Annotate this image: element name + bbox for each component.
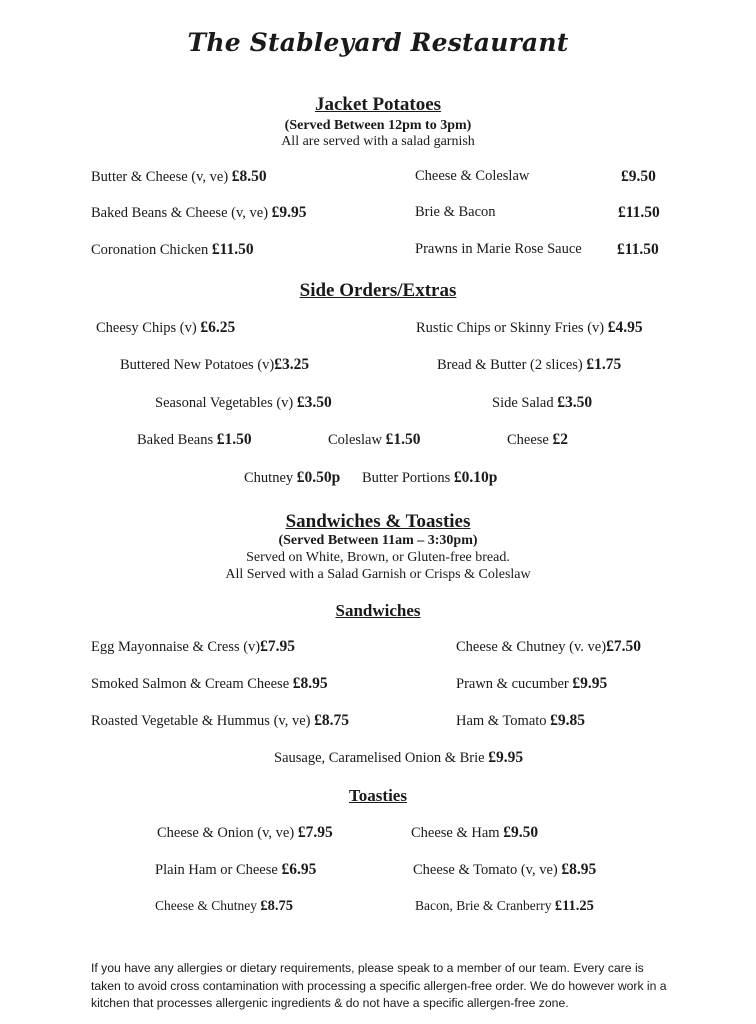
item-price: £1.50 — [216, 431, 252, 448]
item-name: Side Salad — [492, 395, 554, 411]
item-name: Rustic Chips or Skinny Fries (v) — [416, 320, 605, 336]
item-name: Cheese — [507, 432, 549, 448]
item-price: £8.50 — [231, 168, 267, 185]
item-name: Chutney — [244, 470, 294, 486]
item-name: Cheesy Chips (v) — [96, 320, 197, 336]
item-name: Seasonal Vegetables (v) — [155, 395, 294, 411]
item-price: £9.50 — [503, 824, 539, 841]
menu-item — [411, 824, 538, 842]
menu-item — [137, 431, 252, 449]
item-price: £0.10p — [453, 469, 498, 486]
sandwiches-heading: Sandwiches — [335, 601, 421, 620]
menu-item — [91, 241, 254, 259]
item-price: £7.95 — [297, 824, 333, 841]
item-price: £9.85 — [550, 712, 586, 729]
menu-item — [91, 638, 295, 656]
item-price: £8.95 — [561, 861, 597, 878]
restaurant-title: The Stableyard Restaurant — [187, 28, 569, 57]
menu-item — [157, 824, 333, 842]
menu-item — [244, 469, 340, 487]
item-name: Butter & Cheese (v, ve) — [91, 169, 229, 185]
item-name: Ham & Tomato — [456, 713, 547, 729]
sandwiches-served-times: (Served Between 11am – 3:30pm) — [278, 533, 478, 548]
item-name: Cheese & Onion (v, ve) — [157, 825, 295, 841]
item-name: Bacon, Brie & Cranberry — [415, 898, 552, 913]
item-name: Prawn & cucumber — [456, 676, 569, 692]
menu-item-price: £11.50 — [617, 241, 659, 258]
item-price: £6.95 — [281, 861, 317, 878]
menu-item-price: £9.50 — [621, 168, 656, 185]
item-price: £8.95 — [292, 675, 328, 692]
item-name: Coleslaw — [328, 432, 382, 448]
item-price: £2 — [552, 431, 568, 448]
menu-item — [96, 319, 235, 337]
item-name: Butter Portions — [362, 470, 451, 486]
jacket-potatoes-heading: Jacket Potatoes — [314, 94, 442, 115]
menu-item — [456, 675, 607, 693]
menu-item-name: Prawns in Marie Rose Sauce — [415, 241, 582, 257]
item-price: £3.25 — [274, 356, 310, 373]
item-name: Roasted Vegetable & Hummus (v, ve) — [91, 713, 311, 729]
item-price: £0.50p — [296, 469, 341, 486]
menu-item — [155, 898, 293, 915]
item-price: £3.50 — [557, 394, 593, 411]
item-price: £1.75 — [586, 356, 622, 373]
item-name: Smoked Salmon & Cream Cheese — [91, 676, 290, 692]
menu-item — [91, 168, 267, 186]
menu-item-name: Brie & Bacon — [415, 204, 496, 220]
item-name: Egg Mayonnaise & Cress (v) — [91, 639, 261, 655]
menu-item — [413, 861, 596, 879]
bread-options-note: Served on White, Brown, or Gluten-free bread. — [246, 550, 510, 565]
item-price: £11.25 — [554, 898, 594, 914]
item-price: £6.25 — [200, 319, 236, 336]
item-name: Cheese & Chutney (v. ve) — [456, 639, 607, 655]
item-price: £11.50 — [211, 241, 254, 258]
item-price: £7.50 — [606, 638, 641, 655]
item-price: £1.50 — [385, 431, 421, 448]
item-price: £3.50 — [296, 394, 332, 411]
menu-item — [91, 675, 328, 693]
menu-item — [437, 356, 621, 374]
item-price: £8.75 — [314, 712, 349, 729]
item-price: £9.95 — [271, 204, 307, 221]
menu-item — [274, 749, 523, 767]
item-price: £8.75 — [260, 898, 293, 914]
item-name: Sausage, Caramelised Onion & Brie — [274, 750, 485, 766]
menu-item — [120, 356, 309, 374]
sandwiches-garnish-note: All Served with a Salad Garnish or Crisps & Coleslaw — [225, 567, 531, 582]
menu-item — [362, 469, 497, 487]
menu-item-name: Cheese & Coleslaw — [415, 168, 530, 184]
menu-item — [328, 431, 420, 449]
menu-item-price: £11.50 — [618, 204, 660, 221]
menu-item — [456, 638, 641, 656]
menu-item — [507, 431, 568, 449]
item-price: £9.95 — [572, 675, 608, 692]
menu-item — [91, 712, 349, 730]
side-orders-heading: Side Orders/Extras — [299, 280, 457, 301]
item-price: £9.95 — [488, 749, 524, 766]
item-name: Baked Beans & Cheese (v, ve) — [91, 205, 269, 221]
item-name: Plain Ham or Cheese — [155, 862, 278, 878]
menu-item — [155, 861, 316, 879]
item-name: Coronation Chicken — [91, 242, 209, 258]
allergen-notice: If you have any allergies or dietary requirements, please speak to a member of our team. Every care is taken to avoid cross contamination with processing a specific allergen-free order. We do however work in a kitchen that processes allergenic ingredients & do not have a specific allergen-free zone. — [91, 961, 667, 1010]
item-name: Bread & Butter (2 slices) — [437, 357, 583, 373]
menu-item — [456, 712, 585, 730]
jacket-garnish-note: All are served with a salad garnish — [281, 134, 475, 149]
item-price: £7.95 — [260, 638, 296, 655]
menu-item — [91, 204, 307, 222]
menu-item — [492, 394, 592, 412]
menu-item — [415, 898, 594, 915]
menu-item — [155, 394, 332, 412]
sandwiches-toasties-heading: Sandwiches & Toasties — [285, 511, 471, 532]
item-price: £4.95 — [607, 319, 643, 336]
menu-item — [416, 319, 643, 337]
jacket-served-times: (Served Between 12pm to 3pm) — [284, 118, 472, 133]
item-name: Cheese & Chutney — [155, 898, 257, 913]
toasties-heading: Toasties — [349, 786, 407, 805]
item-name: Baked Beans — [137, 432, 214, 448]
item-name: Buttered New Potatoes (v) — [120, 357, 275, 373]
item-name: Cheese & Tomato (v, ve) — [413, 862, 558, 878]
item-name: Cheese & Ham — [411, 825, 500, 841]
